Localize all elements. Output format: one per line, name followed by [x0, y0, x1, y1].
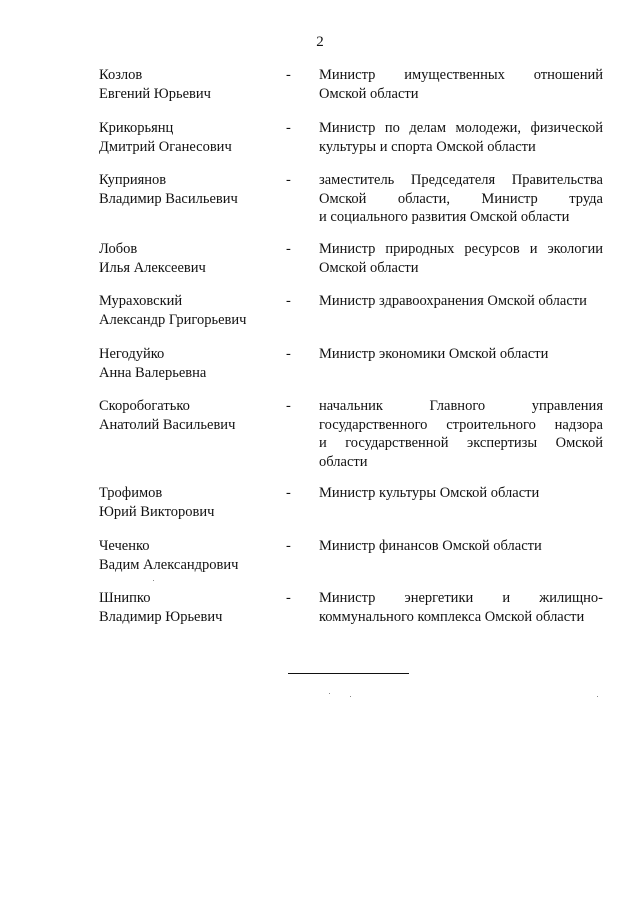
scan-speck	[153, 580, 154, 581]
scan-speck	[597, 696, 598, 697]
given-name: Анатолий Васильевич	[99, 416, 236, 433]
position-line: Министр по делам молодежи, физической	[319, 120, 603, 136]
given-name: Александр Григорьевич	[99, 311, 247, 328]
person-name	[99, 171, 284, 208]
dash: -	[286, 120, 291, 136]
position-line: Министр имущественных отношений	[319, 67, 603, 83]
surname: Крикорьянц	[99, 120, 174, 136]
surname: Чеченко	[99, 538, 150, 554]
surname: Негодуйко	[99, 346, 165, 362]
given-name: Владимир Юрьевич	[99, 608, 223, 625]
surname: Козлов	[99, 67, 143, 83]
position-line: Министр культуры Омской области	[319, 485, 540, 501]
scan-speck	[350, 696, 351, 697]
position-line: коммунального комплекса Омской области	[319, 608, 585, 625]
dash: -	[286, 590, 291, 606]
position-title	[319, 537, 603, 556]
position-line: области	[319, 453, 368, 470]
position-line: и государственной экспертизы Омской	[319, 435, 603, 451]
position-line: Министр финансов Омской области	[319, 538, 542, 554]
position-line: государственного строительного надзора	[319, 416, 603, 433]
position-title	[319, 345, 603, 364]
separator-line	[288, 673, 409, 674]
person-name	[99, 484, 284, 521]
surname: Куприянов	[99, 172, 167, 188]
position-title	[319, 292, 603, 311]
given-name: Илья Алексеевич	[99, 259, 206, 276]
dash: -	[286, 67, 291, 83]
person-name	[99, 292, 284, 329]
given-name: Евгений Юрьевич	[99, 85, 211, 102]
dash: -	[286, 241, 291, 257]
position-title	[319, 171, 603, 227]
person-name	[99, 119, 284, 156]
person-name	[99, 397, 284, 434]
surname: Шнипко	[99, 590, 151, 606]
position-line: начальник Главного управления	[319, 398, 603, 414]
position-title	[319, 589, 603, 626]
surname: Мураховский	[99, 293, 183, 309]
person-name	[99, 66, 284, 103]
dash: -	[286, 346, 291, 362]
person-name	[99, 537, 284, 574]
page-number: 2	[316, 34, 324, 50]
given-name: Юрий Викторович	[99, 503, 215, 520]
dash: -	[286, 172, 291, 188]
surname: Трофимов	[99, 485, 163, 501]
position-title	[319, 484, 603, 503]
position-line: Министр экономики Омской области	[319, 346, 549, 362]
given-name: Вадим Александрович	[99, 556, 239, 573]
position-line: Омской области	[319, 85, 419, 102]
dash: -	[286, 398, 291, 414]
given-name: Дмитрий Оганесович	[99, 138, 232, 155]
position-title	[319, 240, 603, 277]
position-line: Министр энергетики и жилищно-	[319, 590, 603, 606]
position-line: Омской области	[319, 259, 419, 276]
scan-speck	[329, 693, 330, 694]
dash: -	[286, 293, 291, 309]
dash: -	[286, 485, 291, 501]
position-line: и социального развития Омской области	[319, 209, 570, 225]
position-line: Министр здравоохранения Омской области	[319, 293, 587, 309]
surname: Скоробогатько	[99, 398, 190, 414]
position-line: культуры и спорта Омской области	[319, 138, 536, 155]
dash: -	[286, 538, 291, 554]
person-name	[99, 589, 284, 626]
position-title	[319, 66, 603, 103]
given-name: Анна Валерьевна	[99, 364, 207, 381]
position-line: Омской области, Министр труда	[319, 190, 603, 207]
person-name	[99, 345, 284, 382]
given-name: Владимир Васильевич	[99, 190, 238, 207]
position-title	[319, 397, 603, 471]
person-name	[99, 240, 284, 277]
position-line: Министр природных ресурсов и экологии	[319, 241, 603, 257]
position-title	[319, 119, 603, 156]
position-line: заместитель Председателя Правительства	[319, 172, 603, 188]
surname: Лобов	[99, 241, 138, 257]
